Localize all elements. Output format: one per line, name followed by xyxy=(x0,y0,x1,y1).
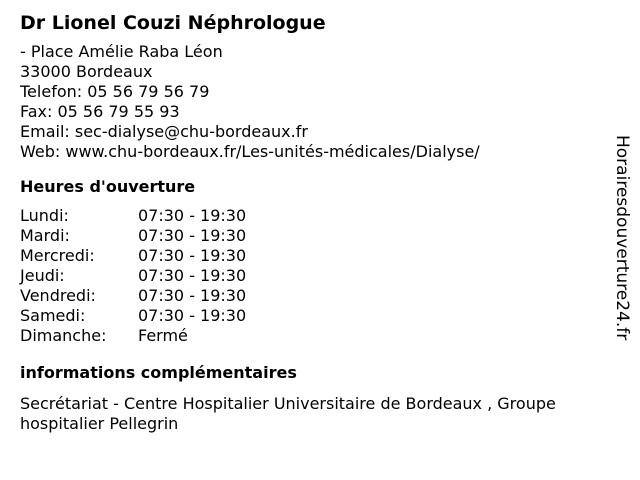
hours-table xyxy=(20,206,610,346)
day-label: Lundi: xyxy=(20,206,69,225)
address-line: - Place Amélie Raba Léon xyxy=(20,42,223,61)
day-label: Mercredi: xyxy=(20,246,95,265)
time-value: Fermé xyxy=(138,326,188,345)
time-value: 07:30 - 19:30 xyxy=(138,266,247,285)
phone-line: Telefon: 05 56 79 56 79 xyxy=(20,82,210,101)
contact-block xyxy=(20,42,610,162)
day-label: Mardi: xyxy=(20,226,70,245)
hours-heading: Heures d'ouverture xyxy=(20,177,196,196)
hours-row-dimanche xyxy=(20,326,610,346)
web-line: Web: www.chu-bordeaux.fr/Les-unités-médicales/Dialyse/ xyxy=(20,142,480,161)
time-value: 07:30 - 19:30 xyxy=(138,226,247,245)
day-label: Dimanche: xyxy=(20,326,107,345)
city-line: 33000 Bordeaux xyxy=(20,62,153,81)
time-value: 07:30 - 19:30 xyxy=(138,306,247,325)
hours-row-jeudi xyxy=(20,266,610,286)
hours-row-lundi xyxy=(20,206,610,226)
site-watermark: Horairesdouverture24.fr xyxy=(612,135,632,341)
day-label: Samedi: xyxy=(20,306,86,325)
day-label: Vendredi: xyxy=(20,286,96,305)
hours-row-mardi xyxy=(20,226,610,246)
fax-line: Fax: 05 56 79 55 93 xyxy=(20,102,180,121)
time-value: 07:30 - 19:30 xyxy=(138,206,247,225)
info-text: Secrétariat - Centre Hospitalier Universitaire de Bordeaux , Groupe hospitalier Pellegrin xyxy=(20,394,556,433)
info-heading: informations complémentaires xyxy=(20,363,297,382)
page-title: Dr Lionel Couzi Néphrologue xyxy=(20,12,326,34)
time-value: 07:30 - 19:30 xyxy=(138,246,247,265)
hours-row-samedi xyxy=(20,306,610,326)
email-line: Email: sec-dialyse@chu-bordeaux.fr xyxy=(20,122,308,141)
hours-row-vendredi xyxy=(20,286,610,306)
time-value: 07:30 - 19:30 xyxy=(138,286,247,305)
day-label: Jeudi: xyxy=(20,266,65,285)
listing-card xyxy=(20,10,610,434)
hours-row-mercredi xyxy=(20,246,610,266)
